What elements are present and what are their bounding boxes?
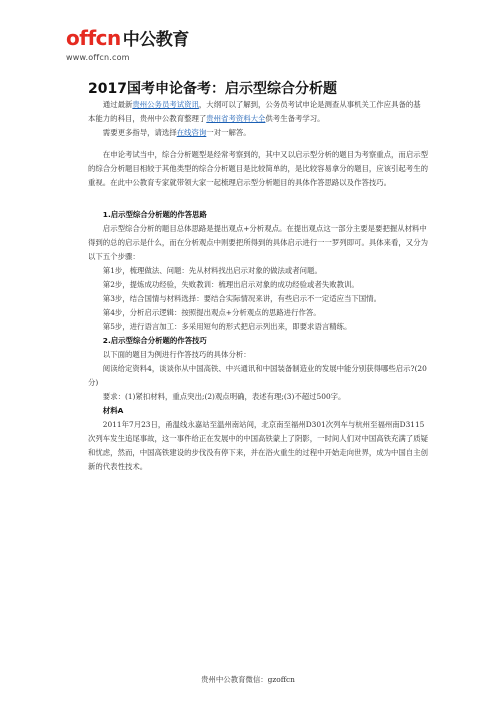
intro-text: 需要更多指导，请选择: [102, 128, 177, 137]
intro-text: 一对一解答。: [206, 128, 251, 137]
offcn-logo[interactable]: [66, 28, 189, 62]
page-title: 2017国考申论备考：启示型综合分析题: [88, 81, 337, 97]
material-paragraph: 2011年7月23日，甬温线永嘉站至温州南站间，北京南至福州D301次列车与杭州至福州南D3115次列车发生追尾事故，这一事件给正在发展中的中国高铁蒙上了阴影，一时间人们对中国高铁充满了质疑和忧虑，然而，中国高铁建设的步伐没有停下来，并在浴火重生的过程中开始走向世界，成为中国自主创新的代表性技术。: [88, 420, 428, 471]
logo-url: www.offcn.com: [66, 53, 130, 62]
step-item: 第2步，提炼成功经验，失败教训：梳理出启示对象的成功经验或者失败教训。: [102, 280, 359, 289]
requirements-paragraph: 要求：(1)紧扣材料，重点突出;(2)观点明确，表述有理;(3)不超过500字。: [102, 392, 346, 401]
intro-text: ，大纲可以了解到，公务员考试申论是测查从事机关工作应具备的基本能力的科目，贵州中公教育整理了: [88, 100, 421, 123]
logo-wordmark: [66, 28, 189, 50]
section-heading-approach: 1.启示型综合分析题的作答思路: [102, 210, 207, 219]
overview-paragraph: 在申论考试当中，综合分析题型是经常考察到的，其中又以启示型分析的题目为考察重点，而启示型的综合分析题目相较于其他类型的综合分析题目是比较简单的，是比较容易拿分的题目，应该引起考生的重视。在此中公教育专家就带领大家一起梳理启示型分析题目的具体作答思路以及作答技巧。: [88, 150, 428, 187]
intro-text: 供考生备考学习。: [265, 114, 325, 123]
logo-brand-cn: 中公教育: [122, 30, 189, 50]
step-item: 第4步，分析启示逻辑：按照提出观点+分析观点的思路进行作答。: [102, 308, 321, 317]
material-heading: 材料A: [102, 406, 124, 415]
online-consult-link[interactable]: 在线咨询: [176, 128, 207, 137]
step-item: 第5步，进行语言加工：多采用短句的形式把启示列出来，即要求语言精练。: [102, 322, 352, 331]
article-body: [88, 98, 428, 474]
step-item: 第3步，结合国情与材料选择：要结合实际情况来讲，有些启示不一定适应当下国情。: [102, 294, 381, 303]
intro-paragraph-1: [88, 98, 428, 126]
intro-paragraph-2: [88, 126, 428, 140]
question-paragraph: 阅读给定资料4，谈谈你从中国高铁、中兴通讯和中国装备制造业的发展中能分别获得哪些启示?(20分): [88, 364, 427, 387]
intro-text: 通过最新: [102, 100, 133, 109]
step-item: 第1步，梳理做法、问题：先从材料找出启示对象的做法或者问题。: [102, 266, 322, 275]
technique-intro: 以下面的题目为例进行作答技巧的具体分析：: [102, 350, 251, 359]
section-heading-technique: 2.启示型综合分析题的作答技巧: [102, 336, 207, 345]
footer-wechat: 贵州中公教育微信：gzoffcn: [201, 675, 295, 684]
logo-brand: offcn: [66, 26, 121, 50]
exam-news-link[interactable]: 贵州公务员考试资讯: [132, 100, 199, 109]
approach-paragraph: 启示型综合分析的题目总体思路是提出观点+分析观点。在提出观点这一部分主要是要把握从材料中得到的总的启示是什么，而在分析观点中则要把所得到的具体启示进行一一罗列即可。具体来看，又分为以下五个步骤：: [88, 224, 428, 261]
exam-materials-link[interactable]: 贵州省考资料大全: [206, 114, 266, 123]
